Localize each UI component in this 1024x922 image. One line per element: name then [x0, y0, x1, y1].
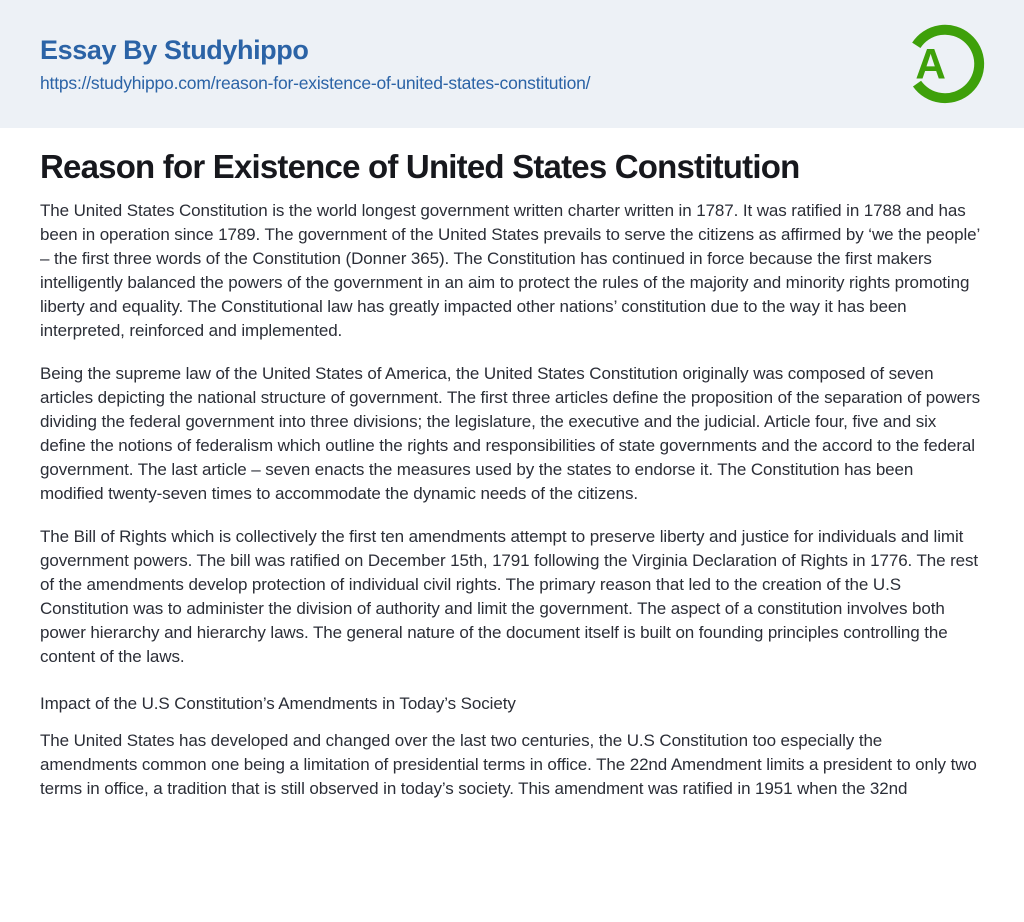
section-heading: Impact of the U.S Constitution’s Amendments in Today’s Society [40, 693, 516, 713]
essay-article [0, 128, 1024, 801]
essay-paragraph-4: The United States has developed and changed over the last two centuries, the U.S Constitution too especially the amendments common one being a limitation of presidential terms in office. The 22nd Amendment limits a president to only two terms in office, a tradition that is still observed in today’s society. This amendment was ratified in 1951 when the 32nd [40, 730, 977, 798]
page-title: Reason for Existence of United States Constitution [40, 148, 800, 185]
page-header [0, 0, 1024, 128]
brand-title: Essay By Studyhippo [40, 35, 309, 66]
logo-letter: A [915, 40, 946, 88]
essay-paragraph-1: The United States Constitution is the world longest government written charter written in 1787. It was ratified in 1788 and has been in operation since 1789. The government of the United States prevails to serve the citizens as affirmed by ‘we the people’ – the first three words of the Constitution (Donner 365). The Constitution has continued in force because the first makers intelligently balanced the powers of the government in an aim to protect the rules of the majority and minority rights promoting liberty and equality. The Constitutional law has greatly impacted other nations’ constitution due to the way it has been interpreted, reinforced and implemented. [40, 200, 980, 340]
header-text-block [40, 35, 590, 93]
studyhippo-logo [900, 19, 990, 109]
source-url-link[interactable]: https://studyhippo.com/reason-for-existence-of-united-states-constitution/ [40, 73, 591, 94]
essay-paragraph-2: Being the supreme law of the United States of America, the United States Constitution originally was composed of seven articles depicting the national structure of government. The first three articles define the proposition of the separation of powers dividing the federal government into three divisions; the legislature, the executive and the judicial. Article four, five and six define the notions of federalism which outline the rights and responsibilities of state governments and the accord to the federal government. The last article – seven enacts the measures used by the states to endorse it. The Constitution has been modified twenty-seven times to accommodate the dynamic needs of the citizens. [40, 363, 980, 503]
essay-paragraph-3: The Bill of Rights which is collectively the first ten amendments attempt to preserve liberty and justice for individuals and limit government powers. The bill was ratified on December 15th, 1791 following the Virginia Declaration of Rights in 1776. The rest of the amendments develop protection of individual civil rights. The primary reason that led to the creation of the U.S Constitution was to administer the division of authority and limit the government. The aspect of a constitution involves both power hierarchy and hierarchy laws. The general nature of the document itself is built on founding principles controlling the content of the laws. [40, 526, 979, 666]
studyhippo-a-ring-icon [900, 19, 990, 109]
